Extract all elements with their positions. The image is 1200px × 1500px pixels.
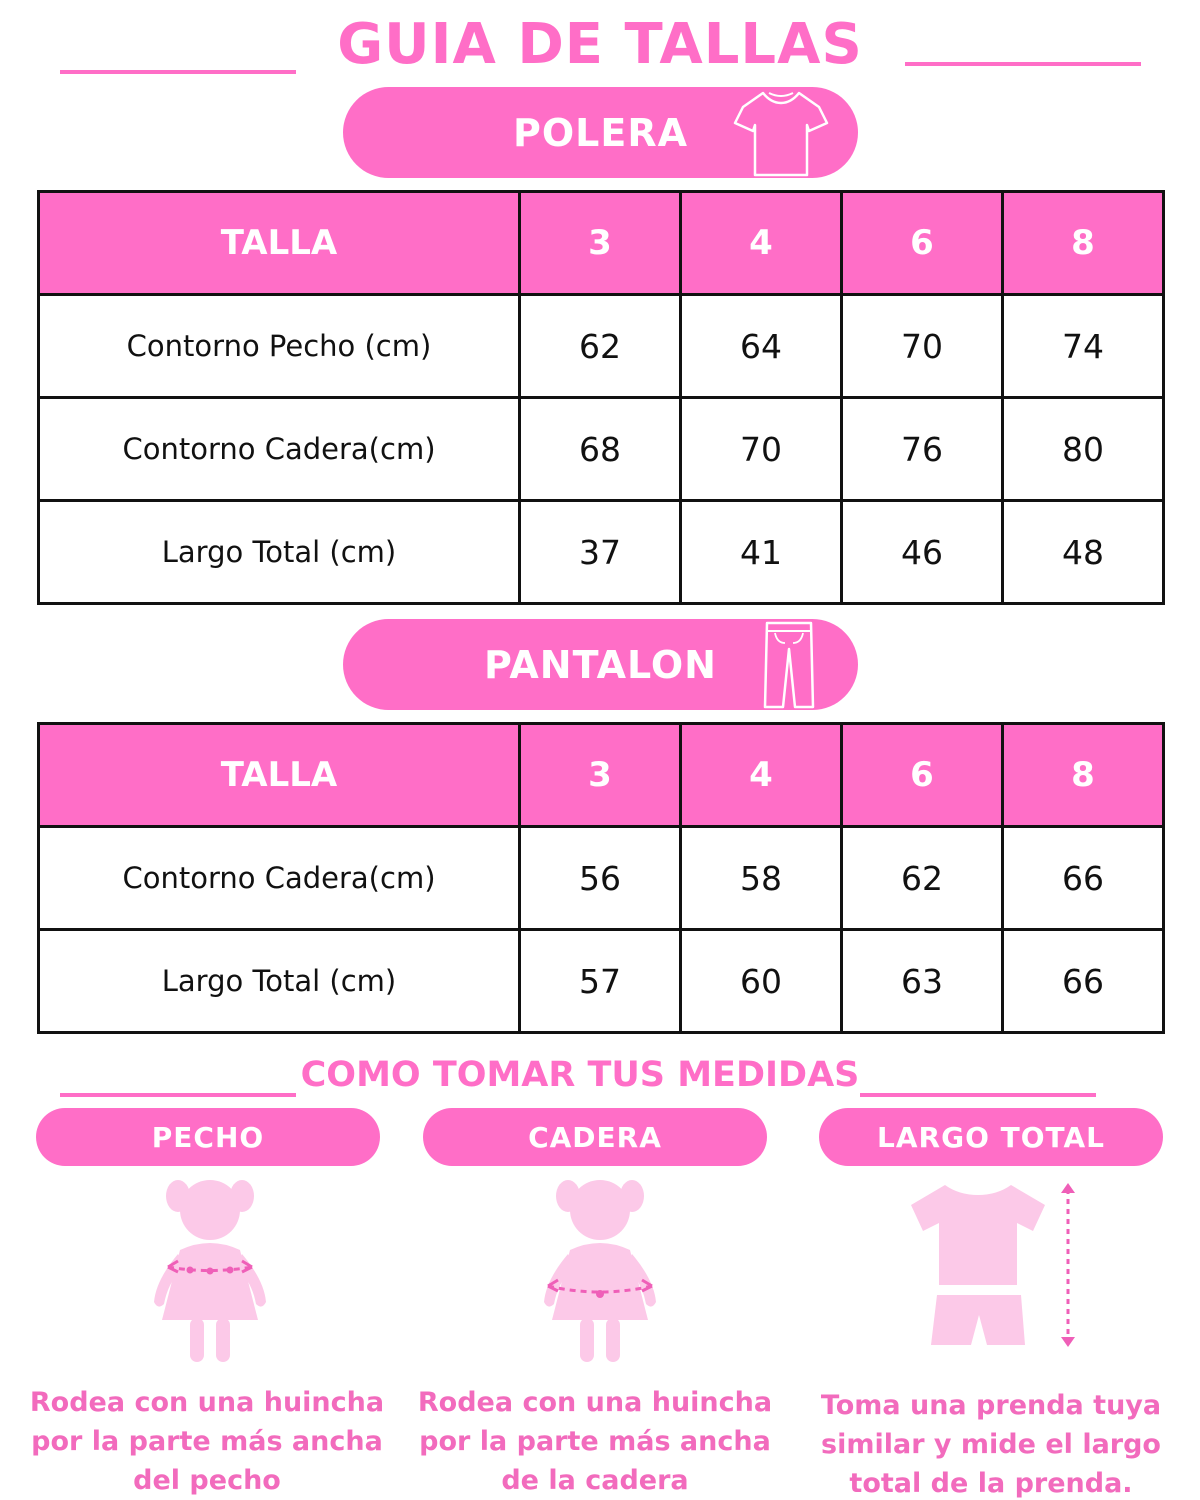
table-cell: 60 <box>681 930 842 1033</box>
girl-hip-measure-icon <box>530 1170 670 1374</box>
table-cell: 64 <box>681 295 842 398</box>
largo-total-instructions <box>801 1386 1181 1500</box>
table-cell: 41 <box>681 501 842 604</box>
polera-label: POLERA <box>513 110 688 155</box>
header-cell: 8 <box>1003 192 1164 295</box>
table-cell: 63 <box>842 930 1003 1033</box>
table-cell: 56 <box>520 827 681 930</box>
header-cell: 8 <box>1003 724 1164 827</box>
table-cell: 62 <box>842 827 1003 930</box>
pantalon-section-pill <box>343 619 858 710</box>
header-cell: 3 <box>520 192 681 295</box>
table-cell: 76 <box>842 398 1003 501</box>
table-cell: 68 <box>520 398 681 501</box>
instruction-line: total de la prenda. <box>849 1468 1133 1499</box>
header-cell: 6 <box>842 724 1003 827</box>
instruction-line: Rodea con una huincha <box>417 1387 773 1418</box>
instruction-line: por la parte más ancha <box>419 1426 771 1457</box>
header-cell: 4 <box>681 724 842 827</box>
table-cell: 70 <box>842 295 1003 398</box>
table-cell: 57 <box>520 930 681 1033</box>
polera-size-table <box>37 190 1165 605</box>
row-label: Largo Total (cm) <box>39 501 520 604</box>
tshirt-icon <box>733 87 829 183</box>
instruction-line: por la parte más ancha <box>31 1426 383 1457</box>
page-title: GUIA DE TALLAS <box>337 12 863 77</box>
table-row <box>39 501 1164 604</box>
table-cell: 62 <box>520 295 681 398</box>
header-cell: 3 <box>520 724 681 827</box>
cadera-pill: CADERA <box>423 1108 767 1166</box>
how-to-title: COMO TOMAR TUS MEDIDAS <box>300 1055 860 1095</box>
table-cell: 80 <box>1003 398 1164 501</box>
table-cell: 70 <box>681 398 842 501</box>
header-cell: 6 <box>842 192 1003 295</box>
table-cell: 66 <box>1003 930 1164 1033</box>
table-cell: 58 <box>681 827 842 930</box>
instruction-line: del pecho <box>133 1465 281 1496</box>
table-row <box>39 398 1164 501</box>
table-row <box>39 827 1164 930</box>
instruction-line: Toma una prenda tuya <box>820 1390 1162 1421</box>
pantalon-label: PANTALON <box>484 642 717 687</box>
pecho-instructions <box>17 1383 397 1500</box>
row-label: Contorno Cadera(cm) <box>39 827 520 930</box>
girl-chest-measure-icon <box>140 1170 280 1374</box>
header-cell: TALLA <box>39 192 520 295</box>
table-header-row <box>39 192 1164 295</box>
polera-section-pill <box>343 87 858 178</box>
pantalon-size-table <box>37 722 1165 1034</box>
table-row <box>39 930 1164 1033</box>
table-cell: 66 <box>1003 827 1164 930</box>
cadera-instructions <box>405 1383 785 1500</box>
header-cell: 4 <box>681 192 842 295</box>
clothes-length-measure-icon <box>905 1175 1095 1359</box>
pecho-pill: PECHO <box>36 1108 380 1166</box>
table-cell: 74 <box>1003 295 1164 398</box>
instruction-line: similar y mide el largo <box>821 1429 1161 1460</box>
header-cell: TALLA <box>39 724 520 827</box>
pants-icon <box>761 619 817 715</box>
row-label: Contorno Cadera(cm) <box>39 398 520 501</box>
table-cell: 48 <box>1003 501 1164 604</box>
table-cell: 46 <box>842 501 1003 604</box>
row-label: Largo Total (cm) <box>39 930 520 1033</box>
title-rule-right <box>905 62 1141 66</box>
table-row <box>39 295 1164 398</box>
table-header-row <box>39 724 1164 827</box>
instruction-line: Rodea con una huincha <box>29 1387 385 1418</box>
row-label: Contorno Pecho (cm) <box>39 295 520 398</box>
instruction-line: de la cadera <box>501 1465 689 1496</box>
subtitle-rule-right <box>860 1093 1096 1097</box>
largo-total-pill: LARGO TOTAL <box>819 1108 1163 1166</box>
table-cell: 37 <box>520 501 681 604</box>
